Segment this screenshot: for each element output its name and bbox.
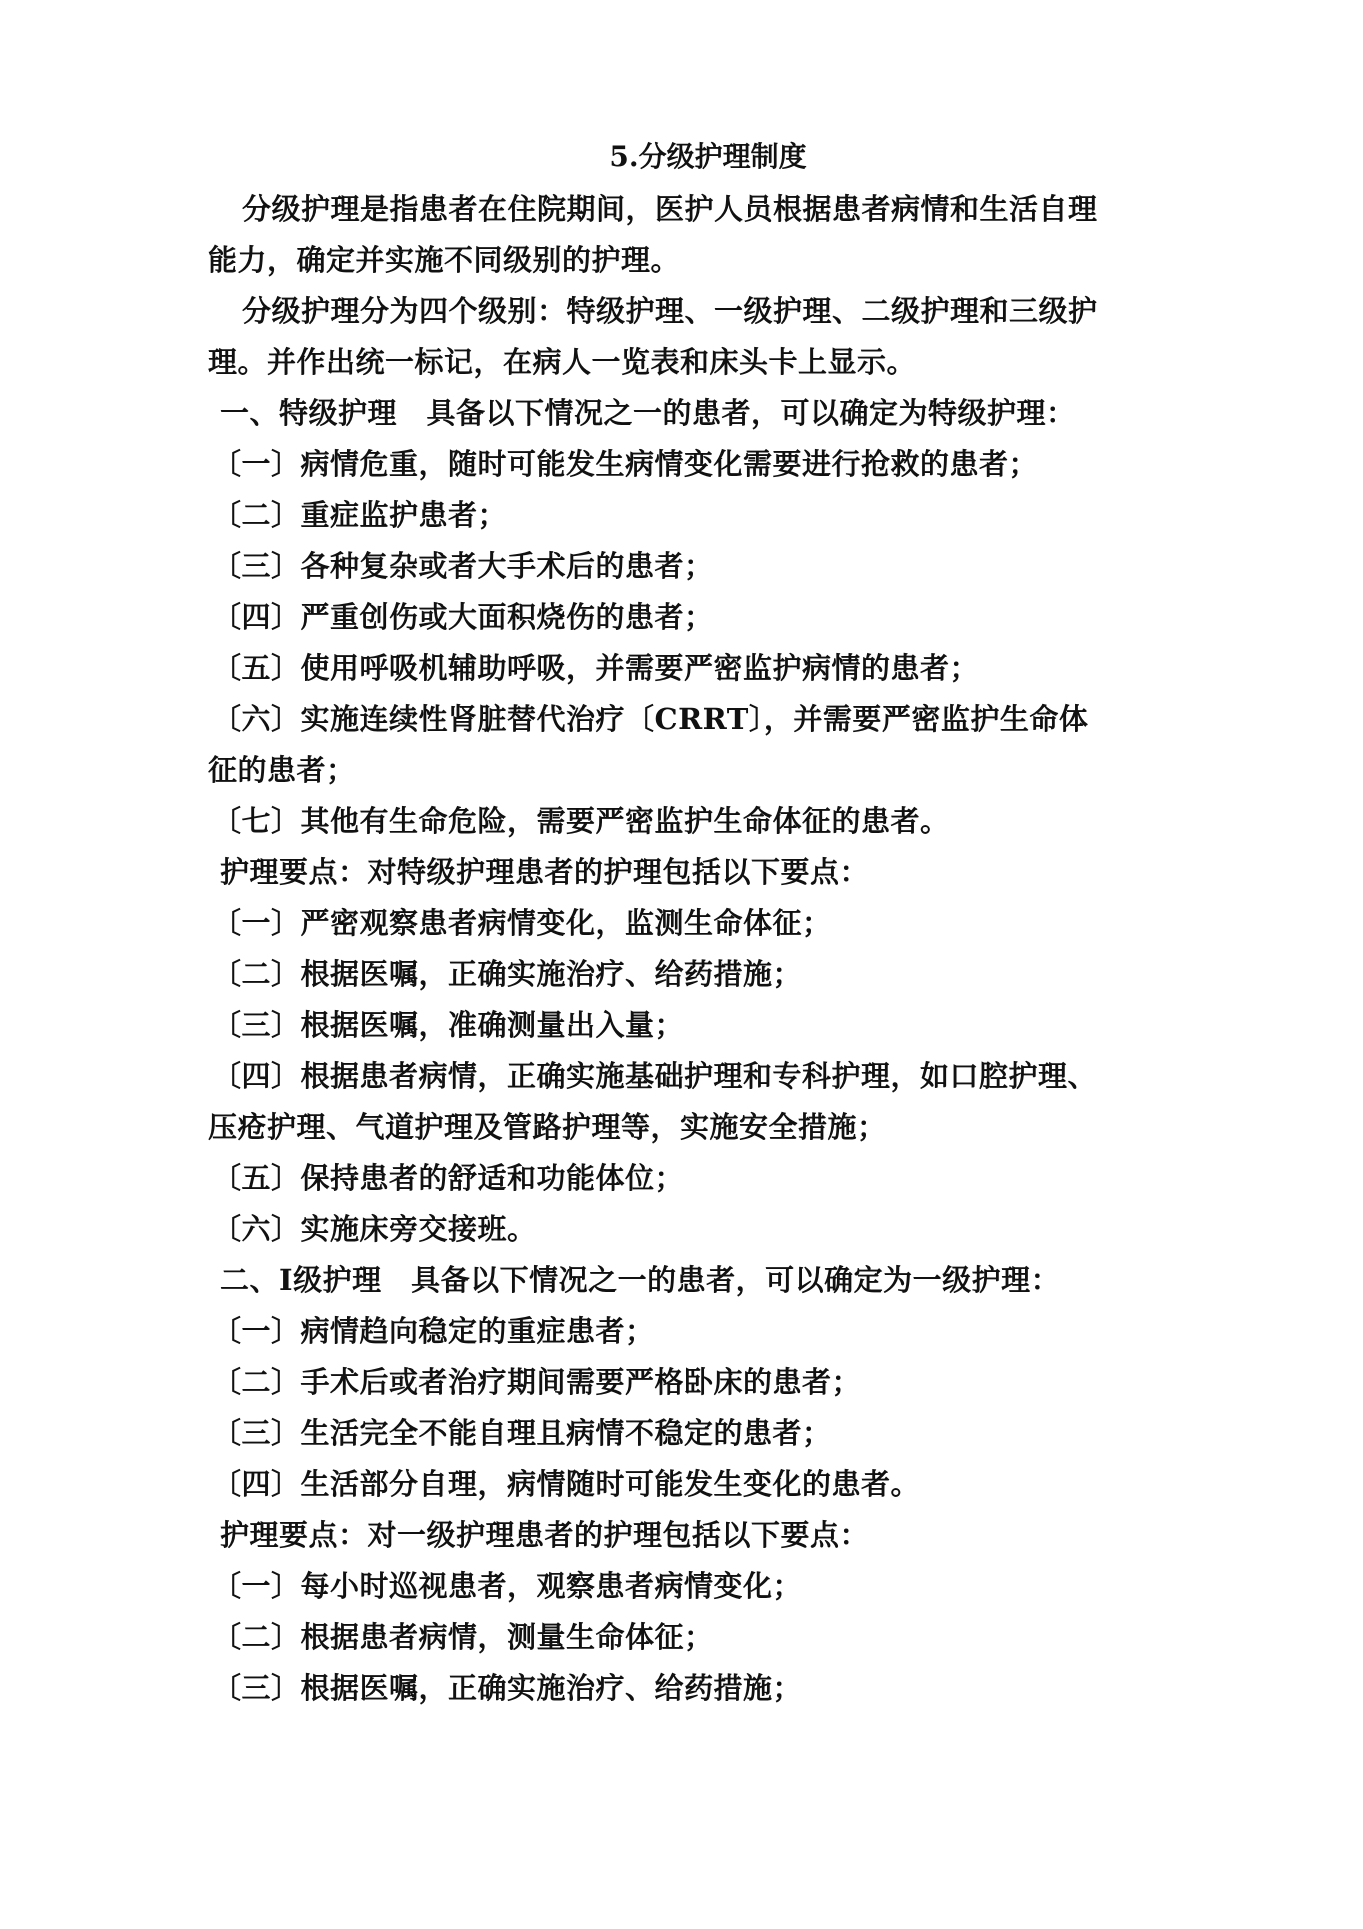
document-line: 〔一〕每小时巡视患者，观察患者病情变化； — [212, 1569, 803, 1603]
document-line: 〔二〕根据医嘱，正确实施治疗、给药措施； — [212, 957, 803, 991]
document-line: 〔二〕根据患者病情，测量生命体征； — [212, 1620, 714, 1654]
document-line: 〔七〕其他有生命危险，需要严密监护生命体征的患者。 — [212, 804, 950, 838]
document-body — [208, 184, 1188, 1714]
document-line: 〔五〕保持患者的舒适和功能体位； — [212, 1161, 685, 1195]
document-line: 〔六〕实施床旁交接班。 — [212, 1212, 537, 1246]
document-line: 〔四〕生活部分自理，病情随时可能发生变化的患者。 — [212, 1467, 921, 1501]
document-line: 〔四〕严重创伤或大面积烧伤的患者； — [212, 600, 714, 634]
document-line: 〔一〕严密观察患者病情变化，监测生命体征； — [212, 906, 832, 940]
document-line: 〔二〕手术后或者治疗期间需要严格卧床的患者； — [212, 1365, 862, 1399]
document-line: 〔六〕实施连续性肾脏替代治疗〔CRRT〕，并需要严密监护生命体 — [212, 702, 1089, 736]
document-line: 分级护理是指患者在住院期间，医护人员根据患者病情和生活自理 — [242, 192, 1098, 226]
document-line: 分级护理分为四个级别：特级护理、一级护理、二级护理和三级护 — [242, 294, 1098, 328]
document-line: 〔五〕使用呼吸机辅助呼吸，并需要严密监护病情的患者； — [212, 651, 980, 685]
document-line: 〔二〕重症监护患者； — [212, 498, 508, 532]
document-line: 〔三〕各种复杂或者大手术后的患者； — [212, 549, 714, 583]
document-line: 〔四〕根据患者病情，正确实施基础护理和专科护理，如口腔护理、 — [212, 1059, 1098, 1093]
document-line: 〔一〕病情危重，随时可能发生病情变化需要进行抢救的患者； — [212, 447, 1039, 481]
document-title: 5.分级护理制度 — [609, 140, 807, 173]
document-line: 压疮护理、气道护理及管路护理等，实施安全措施； — [208, 1110, 887, 1144]
document-line: 〔三〕根据医嘱，正确实施治疗、给药措施； — [212, 1671, 803, 1705]
document-line: 征的患者； — [208, 753, 356, 787]
document-line: 二、Ⅰ级护理 具备以下情况之一的患者，可以确定为一级护理： — [220, 1263, 1061, 1297]
document-line: 能力，确定并实施不同级别的护理。 — [208, 243, 681, 277]
document-line: 护理要点：对特级护理患者的护理包括以下要点： — [220, 855, 870, 889]
document-line: 〔三〕生活完全不能自理且病情不稳定的患者； — [212, 1416, 832, 1450]
document-line: 〔一〕病情趋向稳定的重症患者； — [212, 1314, 655, 1348]
document-line: 一、特级护理 具备以下情况之一的患者，可以确定为特级护理： — [220, 396, 1076, 430]
document-line: 护理要点：对一级护理患者的护理包括以下要点： — [220, 1518, 870, 1552]
document-page — [208, 132, 1188, 1714]
document-line: 理。并作出统一标记，在病人一览表和床头卡上显示。 — [208, 345, 917, 379]
document-line: 〔三〕根据医嘱，准确测量出入量； — [212, 1008, 685, 1042]
